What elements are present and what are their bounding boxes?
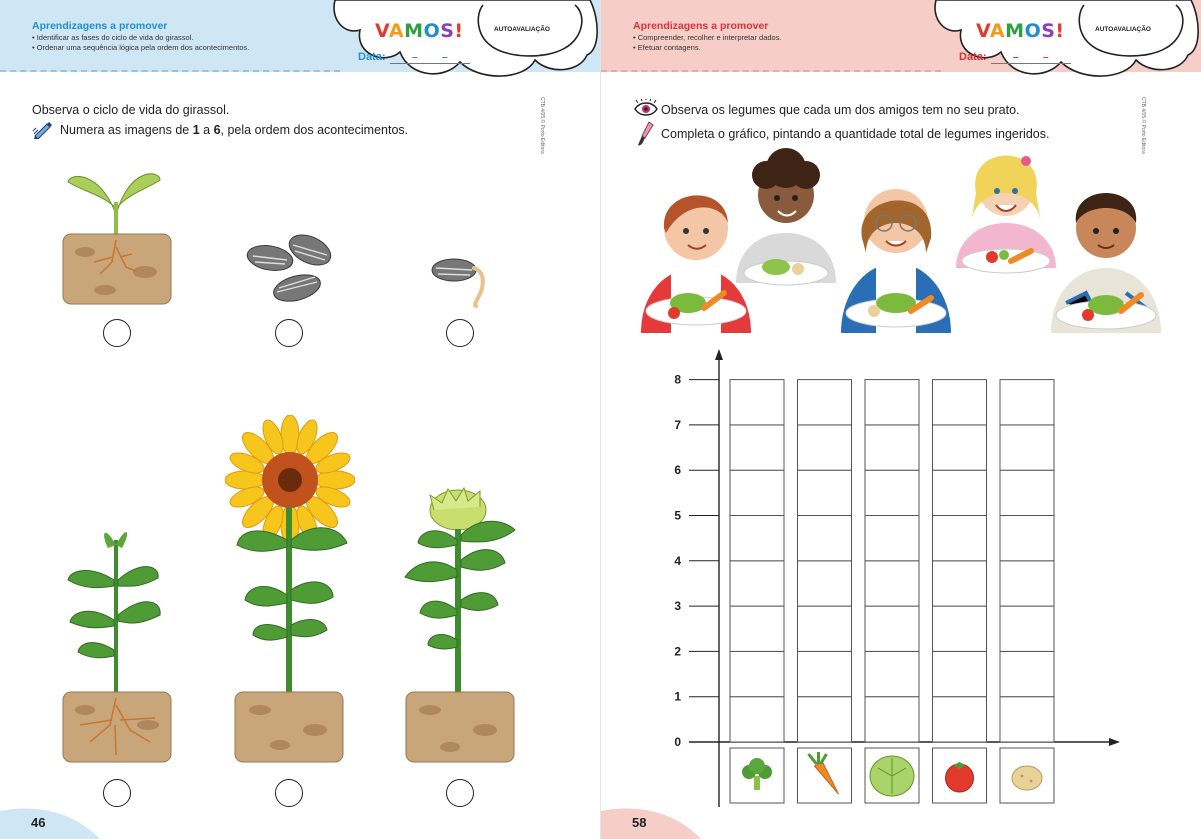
- chart-cell[interactable]: [798, 470, 852, 515]
- y-tick-label: 8: [674, 372, 681, 387]
- y-tick-label: 7: [674, 417, 681, 432]
- right-page: [601, 0, 1201, 839]
- budding-sunflower-icon: [400, 485, 520, 765]
- chart-cell[interactable]: [798, 425, 852, 470]
- chart-cell[interactable]: [1000, 697, 1054, 742]
- chart-cell[interactable]: [933, 651, 987, 696]
- chart-cell[interactable]: [730, 651, 784, 696]
- objectives-list: [633, 33, 782, 53]
- objective-item: • Identificar as fases do ciclo de vida do girassol.: [32, 33, 194, 42]
- answer-circle[interactable]: [446, 779, 474, 807]
- chart-cell[interactable]: [798, 606, 852, 651]
- chart-cell[interactable]: [933, 697, 987, 742]
- chart-cell[interactable]: [933, 380, 987, 425]
- child-figure-4: [956, 156, 1056, 274]
- chart-cell[interactable]: [933, 516, 987, 561]
- objective-item: • Efetuar contagens.: [633, 43, 701, 52]
- chart-cell[interactable]: [1000, 425, 1054, 470]
- y-axis-arrow: [715, 349, 723, 360]
- chart-cell[interactable]: [1000, 516, 1054, 561]
- y-tick-label: 1: [674, 689, 681, 704]
- chart-cell[interactable]: [865, 651, 919, 696]
- chart-cell[interactable]: [1000, 470, 1054, 515]
- chart-cell[interactable]: [933, 425, 987, 470]
- chart-cell[interactable]: [1000, 380, 1054, 425]
- y-tick-label: 5: [674, 508, 681, 523]
- chart-cell[interactable]: [798, 697, 852, 742]
- chart-cell[interactable]: [730, 561, 784, 606]
- objective-item: • Ordenar uma sequência lógica pela ordem dos acontecimentos.: [32, 43, 250, 52]
- answer-circle[interactable]: [103, 319, 131, 347]
- instruction-observe: Observa os legumes que cada um dos amigos tem no seu prato.: [661, 103, 1020, 117]
- answer-circle[interactable]: [275, 319, 303, 347]
- chart-cell[interactable]: [730, 380, 784, 425]
- y-tick-label: 6: [674, 463, 681, 478]
- date-label: Data:: [358, 51, 386, 63]
- credit-text: CTB 4/05 © Porto Editora: [1140, 97, 1146, 154]
- child-figure-5: [1051, 193, 1161, 333]
- chart-cell[interactable]: [730, 606, 784, 651]
- chart-cell[interactable]: [865, 697, 919, 742]
- chart-cell[interactable]: [730, 425, 784, 470]
- date-separator: –: [442, 52, 448, 63]
- chart-cell[interactable]: [865, 380, 919, 425]
- chart-cell[interactable]: [933, 470, 987, 515]
- y-tick-label: 0: [674, 735, 681, 749]
- chart-cell[interactable]: [865, 470, 919, 515]
- chart-cell[interactable]: [730, 516, 784, 561]
- brand-logo: VAMOS!: [976, 20, 1065, 42]
- sprout-in-soil-icon: [60, 152, 175, 307]
- objectives-title: Aprendizagens a promover: [32, 20, 168, 32]
- answer-circle[interactable]: [446, 319, 474, 347]
- y-tick-label: 2: [674, 644, 681, 659]
- chart-cell[interactable]: [1000, 606, 1054, 651]
- child-figure-2: [736, 148, 836, 285]
- date-line[interactable]: [991, 63, 1071, 64]
- credit-text: CTB 4/05 © Porto Editora: [539, 97, 545, 154]
- x-axis-arrow: [1109, 738, 1120, 746]
- page-number-tab: [601, 803, 701, 839]
- objectives-title: Aprendizagens a promover: [633, 20, 769, 32]
- y-tick-label: 4: [674, 553, 681, 568]
- date-label: Data:: [959, 51, 987, 63]
- young-plant-icon: [60, 520, 175, 765]
- page-number: 58: [632, 815, 647, 830]
- chart-cell[interactable]: [798, 516, 852, 561]
- chart-cell[interactable]: [1000, 561, 1054, 606]
- date-separator: –: [1013, 52, 1019, 63]
- germinating-seed-icon: [430, 250, 490, 308]
- instruction-observe: Observa o ciclo de vida do girassol.: [32, 103, 230, 117]
- y-tick-label: 3: [674, 599, 681, 614]
- chart-cell[interactable]: [865, 561, 919, 606]
- brand-logo: VAMOS!: [375, 20, 464, 42]
- chart-cell[interactable]: [1000, 651, 1054, 696]
- page-number-tab: [0, 803, 100, 839]
- chart-cell[interactable]: [730, 697, 784, 742]
- eye-icon: [633, 99, 659, 119]
- chart-cell[interactable]: [730, 470, 784, 515]
- chart-cell[interactable]: [933, 606, 987, 651]
- instruction-complete-chart: Completa o gráfico, pintando a quantidade total de legumes ingeridos.: [661, 127, 1050, 141]
- self-evaluation-label: AUTOAVALIAÇÃO: [494, 26, 550, 33]
- seeds-icon: [245, 230, 335, 305]
- pencil-icon: [32, 119, 54, 139]
- chart-cell[interactable]: [933, 561, 987, 606]
- objective-item: • Compreender, recolher e interpretar dados.: [633, 33, 782, 42]
- date-separator: –: [1043, 52, 1049, 63]
- chart-cell[interactable]: [798, 380, 852, 425]
- answer-circle[interactable]: [275, 779, 303, 807]
- vegetable-chart: [601, 340, 1201, 839]
- date-separator: –: [412, 52, 418, 63]
- instruction-number: Numera as imagens de 1 a 6, pela ordem dos acontecimentos.: [60, 123, 409, 137]
- child-figure-3: [841, 189, 951, 333]
- chart-cell[interactable]: [865, 516, 919, 561]
- page-number: 46: [31, 815, 46, 830]
- category-box: [730, 748, 784, 803]
- left-page: [0, 0, 600, 839]
- objectives-list: [32, 33, 249, 53]
- date-line[interactable]: [390, 63, 470, 64]
- flowering-sunflower-icon: [225, 415, 355, 765]
- child-figure-1: [641, 195, 751, 333]
- potato-icon: [1012, 766, 1042, 790]
- chart-cell[interactable]: [798, 561, 852, 606]
- children-with-plates-illustration: [626, 143, 1161, 338]
- chart-canvas: [601, 340, 1201, 839]
- lettuce-icon: [870, 756, 914, 796]
- answer-circle[interactable]: [103, 779, 131, 807]
- chart-cell[interactable]: [865, 425, 919, 470]
- chart-cell[interactable]: [865, 606, 919, 651]
- chart-cell[interactable]: [798, 651, 852, 696]
- self-evaluation-label: AUTOAVALIAÇÃO: [1095, 26, 1151, 33]
